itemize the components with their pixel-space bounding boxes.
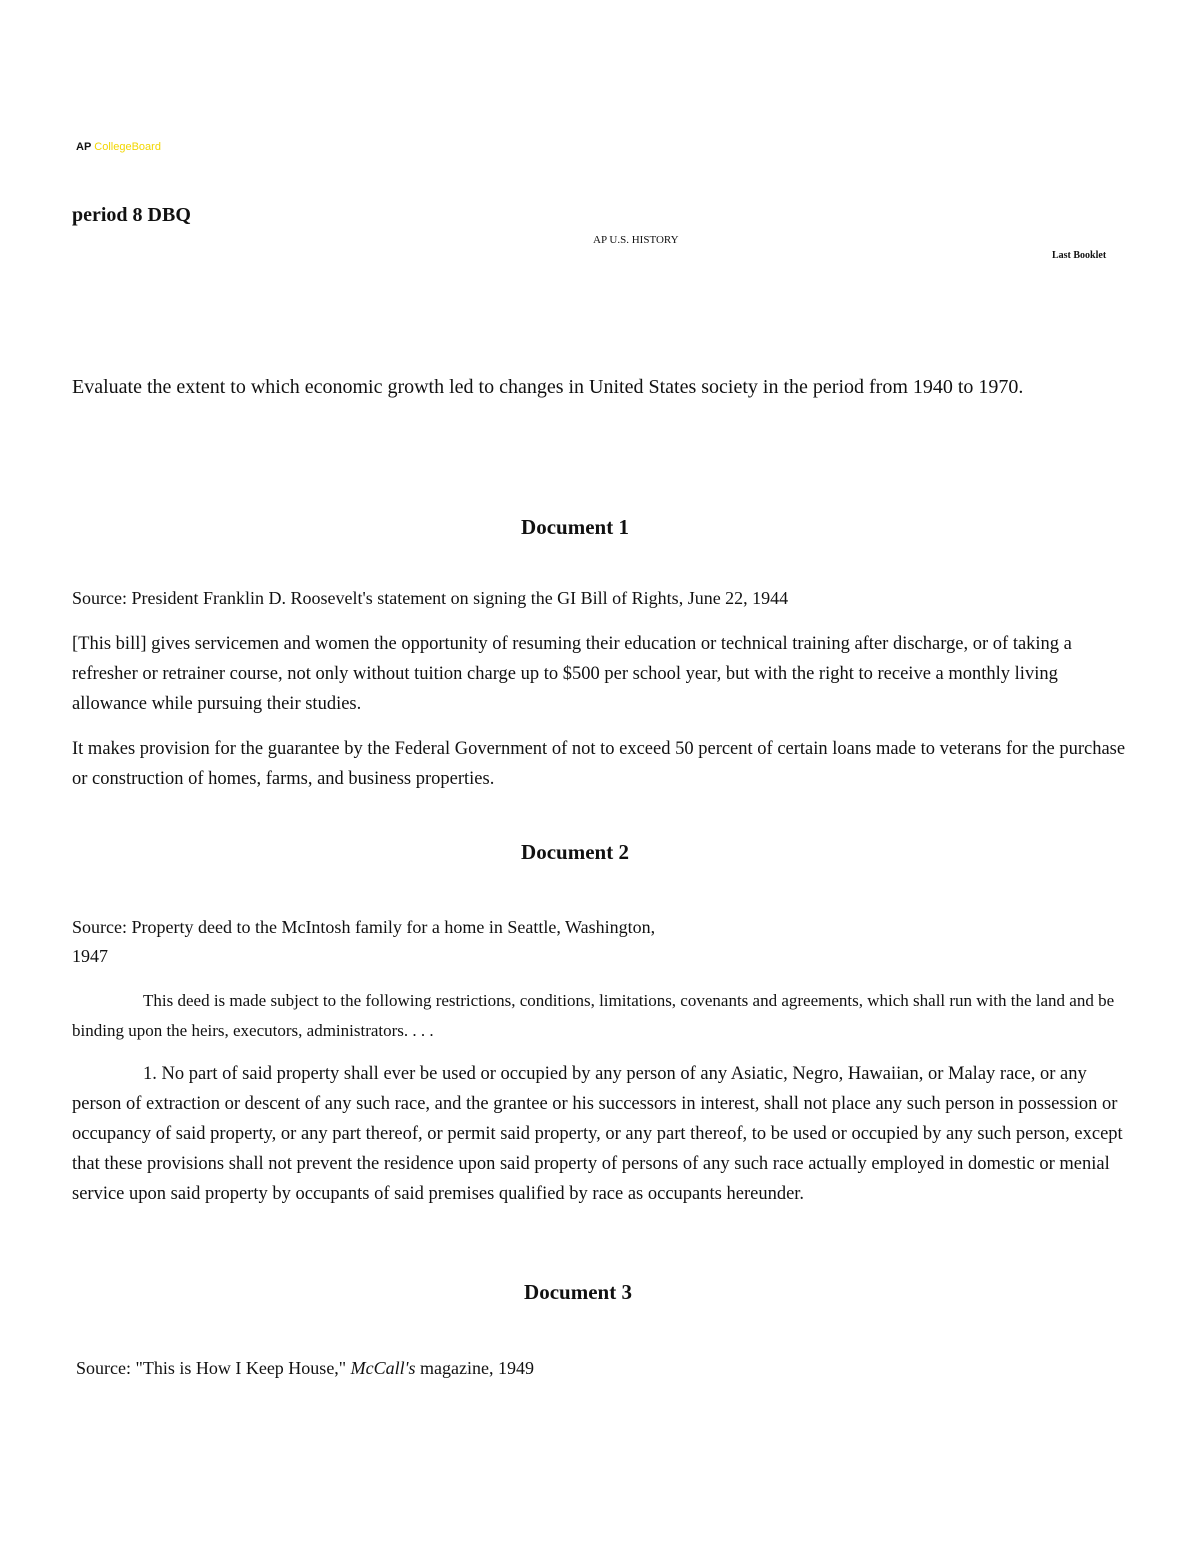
- document-1-paragraph-2: It makes provision for the guarantee by the Federal Government of not to exceed 50 percent of certain loans made to veterans for the purchase or construction of homes, farms, and business properties.: [72, 739, 1126, 789]
- document-1-paragraph-1: [This bill] gives servicemen and women the opportunity of resuming their education or technical training after discharge, or of taking a refresher or retrainer course, not only without tuition charge up to $500 per school year, but with the right to receive a monthly living allowance while pursuing their studies.: [72, 634, 1072, 714]
- document-3-source-prefix: Source: "This is How I Keep House,": [76, 1358, 351, 1378]
- document-3-source-magazine: McCall's: [350, 1358, 416, 1378]
- document-3-heading: Document 3: [524, 1280, 632, 1304]
- document-2-paragraph-1: This deed is made subject to the following restrictions, conditions, limitations, covenants and agreements, which shall run with the land and be binding upon the heirs, executors, administrators. . . .: [72, 991, 1115, 1040]
- document-1-source: Source: President Franklin D. Roosevelt's statement on signing the GI Bill of Rights, June 22, 1944: [72, 588, 789, 608]
- document-3-source-suffix: magazine, 1949: [415, 1358, 534, 1378]
- document-1-heading: Document 1: [521, 515, 629, 539]
- document-2-source-line-1: Source: Property deed to the McIntosh family for a home in Seattle, Washington,: [72, 917, 656, 937]
- logo-collegeboard-text: CollegeBoard: [94, 141, 161, 153]
- document-2-heading: Document 2: [521, 840, 629, 864]
- document-2-source-line-2: 1947: [72, 946, 108, 966]
- subject-label: AP U.S. HISTORY: [593, 234, 679, 246]
- document-2-paragraph-2: 1. No part of said property shall ever be used or occupied by any person of any Asiatic, Negro, Hawaiian, or Malay race, or any person of extraction or descent of any such race, and the grantee or his successors in interest, shall not place any such person in possession or occupancy of said property, or any part thereof, or permit said property, or any part thereof, to be used or occupied by any such person, except that these provisions shall not prevent the residence upon said property of persons of any such race actually employed in domestic or menial service upon said property by occupants of said premises qualified by race as occupants hereunder.: [72, 1064, 1123, 1204]
- college-board-logo: [76, 141, 161, 153]
- document-title: period 8 DBQ: [72, 204, 191, 226]
- document-3-source: [76, 1353, 534, 1383]
- essay-prompt: Evaluate the extent to which economic growth led to changes in United States society in the period from 1940 to 1970.: [72, 376, 1024, 398]
- logo-ap-text: AP: [76, 141, 92, 153]
- booklet-label: Last Booklet: [1052, 250, 1107, 261]
